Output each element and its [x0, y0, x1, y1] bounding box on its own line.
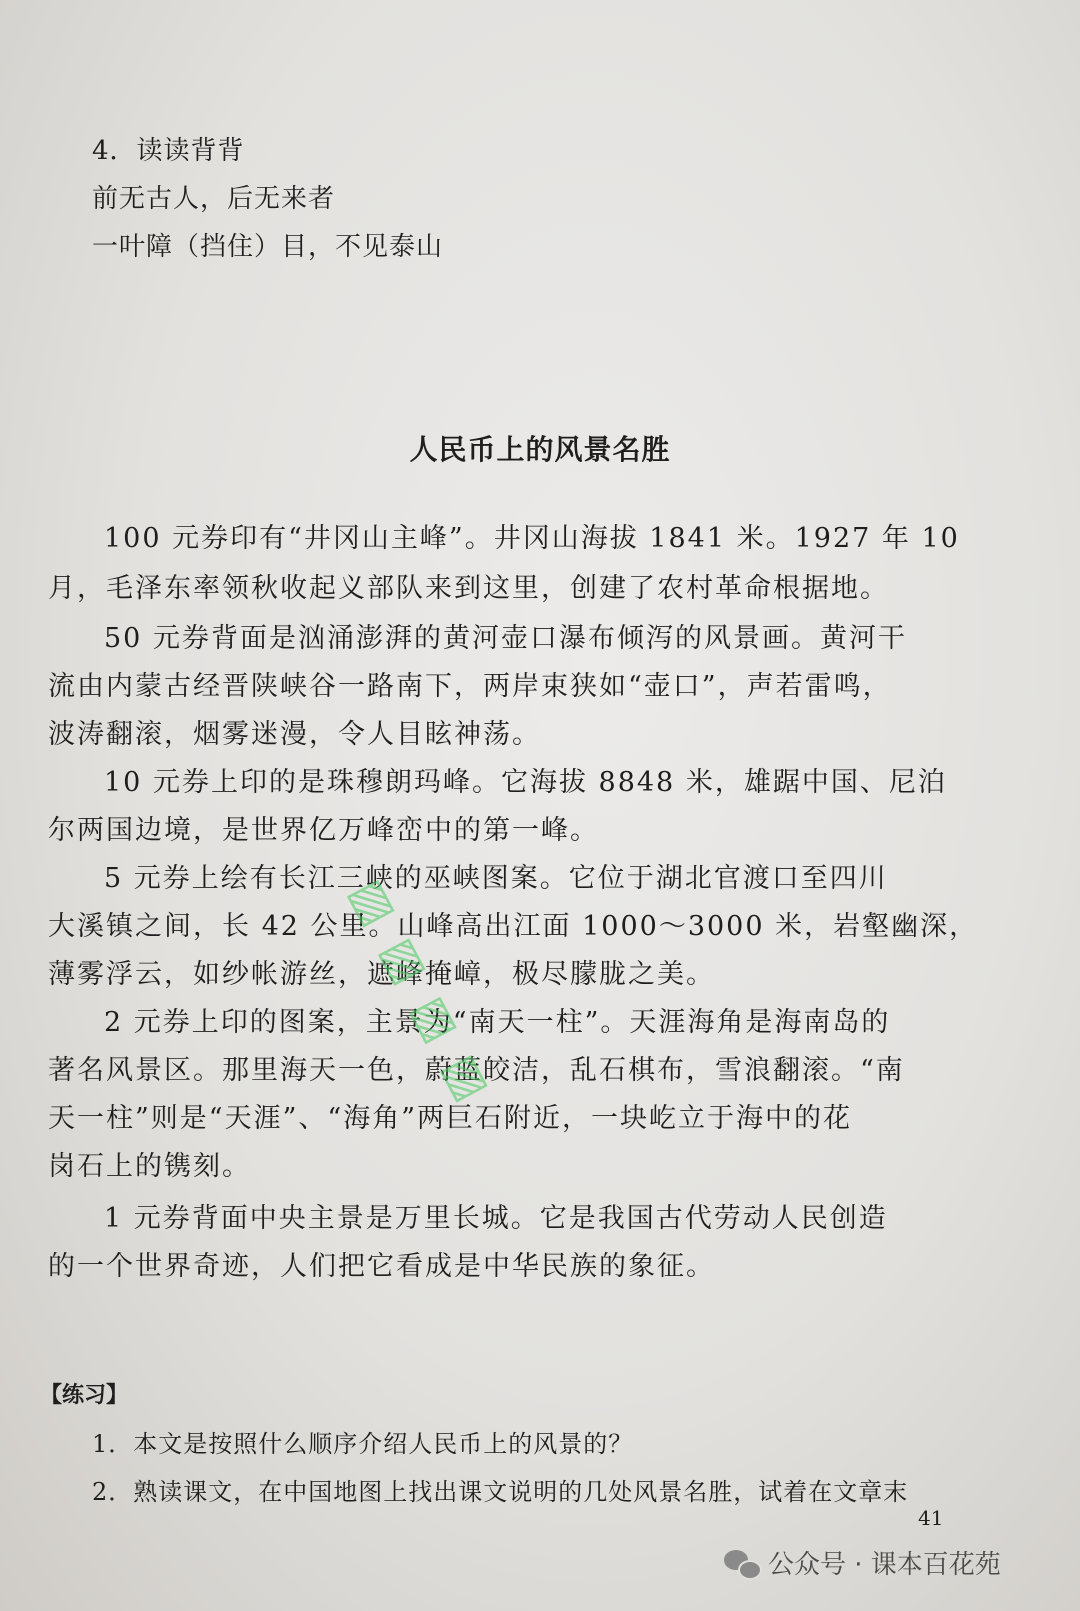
diagonal-watermark: ▨ ▨ ▨ ▨ [340, 870, 504, 1113]
idiom-line-1: 前无古人，后无来者 [92, 184, 336, 214]
page-number: 41 [918, 1506, 944, 1530]
article-line: 薄雾浮云，如纱帐游丝，遮峰掩嶂，极尽朦胧之美。 [48, 959, 715, 990]
exercise-item-1: 1．本文是按照什么顺序介绍人民币上的风景的？ [92, 1430, 634, 1458]
exercise-heading: 【练习】 [40, 1382, 129, 1408]
idiom-line-2: 一叶障（挡住）目，不见泰山 [92, 232, 444, 262]
article-line: 月，毛泽东率领秋收起义部队来到这里，创建了农村革命根据地。 [48, 573, 889, 604]
article-line: 1 元券背面中央主景是万里长城。它是我国古代劳动人民创造 [104, 1203, 888, 1234]
section-4-heading: 4．读读背背 [92, 136, 245, 166]
article-line: 的一个世界奇迹，人们把它看成是中华民族的象征。 [48, 1251, 715, 1282]
article-line: 50 元券背面是汹涌澎湃的黄河壶口瀑布倾泻的风景画。黄河干 [104, 623, 907, 654]
article-line: 天一柱”则是“天涯”、“海角”两巨石附近，一块屹立于海中的花 [48, 1103, 853, 1134]
account-watermark [724, 1544, 1001, 1581]
article-line: 10 元券上印的是珠穆朗玛峰。它海拔 8848 米，雄踞中国、尼泊 [104, 767, 947, 798]
exercise-item-2: 2．熟读课文，在中国地图上找出课文说明的几处风景名胜，试着在文章末 [92, 1478, 909, 1506]
wechat-icon [724, 1548, 760, 1578]
article-line: 2 元券上印的图案，主景为“南天一柱”。天涯海角是海南岛的 [104, 1007, 891, 1038]
article-line: 流由内蒙古经晋陕峡谷一路南下，两岸束狭如“壶口”，声若雷鸣， [48, 671, 892, 702]
article-line: 大溪镇之间，长 42 公里。山峰高出江面 1000～3000 米，岩壑幽深， [48, 911, 979, 942]
article-line: 著名风景区。那里海天一色，蔚蓝皎洁，乱石棋布，雪浪翻滚。“南 [48, 1055, 905, 1086]
article-line: 5 元券上绘有长江三峡的巫峡图案。它位于湖北官渡口至四川 [104, 863, 888, 894]
article-line: 岗石上的镌刻。 [48, 1151, 251, 1182]
article-line: 尔两国边境，是世界亿万峰峦中的第一峰。 [48, 815, 599, 846]
article-title: 人民币上的风景名胜 [409, 433, 671, 466]
account-name: 公众号 · 课本百花苑 [768, 1550, 1001, 1580]
article-line: 100 元券印有“井冈山主峰”。井冈山海拔 1841 米。1927 年 10 [104, 523, 960, 554]
article-line: 波涛翻滚，烟雾迷漫，令人目眩神荡。 [48, 719, 541, 750]
